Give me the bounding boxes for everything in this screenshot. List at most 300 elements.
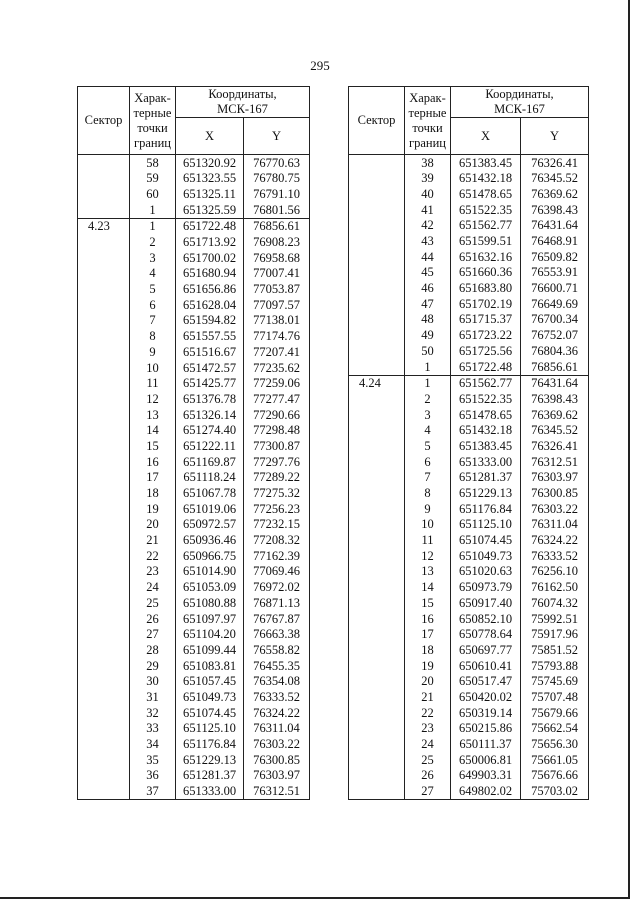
y-cell: 77138.01 (244, 313, 310, 329)
point-cell: 58 (130, 155, 176, 171)
sector-cell (349, 721, 405, 737)
table-row (78, 376, 310, 392)
table-row (349, 470, 589, 486)
table-row (349, 265, 589, 281)
sector-cell (349, 391, 405, 407)
x-cell: 651333.00 (451, 454, 521, 470)
table-row (78, 501, 310, 517)
table-row (349, 281, 589, 297)
table-row (349, 202, 589, 218)
y-cell: 76333.52 (244, 689, 310, 705)
x-cell: 651323.55 (176, 171, 244, 187)
table-row (78, 485, 310, 501)
sector-cell (78, 595, 130, 611)
x-cell: 651656.86 (176, 282, 244, 298)
y-cell: 77097.57 (244, 297, 310, 313)
x-cell: 651229.13 (176, 752, 244, 768)
sector-cell (349, 548, 405, 564)
y-cell: 76303.97 (244, 768, 310, 784)
y-cell: 76856.61 (521, 359, 589, 375)
y-cell: 76333.52 (521, 548, 589, 564)
y-cell: 76804.36 (521, 343, 589, 359)
point-cell: 33 (130, 721, 176, 737)
table-row (78, 674, 310, 690)
header-x: X (176, 118, 244, 155)
point-cell: 13 (405, 564, 451, 580)
x-cell: 651125.10 (176, 721, 244, 737)
table-row (78, 580, 310, 596)
x-cell: 651478.65 (451, 407, 521, 423)
sector-cell (78, 533, 130, 549)
header-sector: Сектор (78, 87, 130, 155)
table-row (78, 705, 310, 721)
y-cell: 75661.05 (521, 752, 589, 768)
point-cell: 10 (405, 517, 451, 533)
point-cell: 20 (130, 517, 176, 533)
x-cell: 651014.90 (176, 564, 244, 580)
y-cell: 76431.64 (521, 375, 589, 391)
table-row (349, 721, 589, 737)
x-cell: 651053.09 (176, 580, 244, 596)
x-cell: 651222.11 (176, 438, 244, 454)
sector-cell (78, 674, 130, 690)
sector-cell (78, 470, 130, 486)
sector-cell (349, 423, 405, 439)
point-cell: 1 (405, 375, 451, 391)
point-cell: 37 (130, 784, 176, 800)
x-cell: 649802.02 (451, 784, 521, 800)
table-row (78, 186, 310, 202)
table-row (78, 329, 310, 345)
y-cell: 76752.07 (521, 328, 589, 344)
x-cell: 651049.73 (176, 689, 244, 705)
x-cell: 651722.48 (176, 218, 244, 234)
y-cell: 75793.88 (521, 658, 589, 674)
x-cell: 651099.44 (176, 642, 244, 658)
point-cell: 11 (405, 533, 451, 549)
table-row (78, 548, 310, 564)
table-row (78, 736, 310, 752)
table-row (78, 407, 310, 423)
sector-cell (349, 658, 405, 674)
sector-cell (349, 359, 405, 375)
point-cell: 42 (405, 218, 451, 234)
sector-cell (349, 627, 405, 643)
y-cell: 76303.22 (521, 501, 589, 517)
x-cell: 651522.35 (451, 202, 521, 218)
table-row (78, 218, 310, 234)
y-cell: 77208.32 (244, 533, 310, 549)
x-cell: 651320.92 (176, 155, 244, 171)
table-row (349, 312, 589, 328)
point-cell: 25 (405, 752, 451, 768)
table-row (78, 642, 310, 658)
x-cell: 651169.87 (176, 454, 244, 470)
x-cell: 650917.40 (451, 595, 521, 611)
sector-cell (349, 281, 405, 297)
header-points: Харак- терные точки границ (405, 87, 451, 155)
y-cell: 77297.76 (244, 454, 310, 470)
x-cell: 650215.86 (451, 721, 521, 737)
table-row (78, 282, 310, 298)
x-cell: 651274.40 (176, 423, 244, 439)
point-cell: 20 (405, 674, 451, 690)
point-cell: 14 (405, 580, 451, 596)
sector-cell (349, 564, 405, 580)
table-row (78, 658, 310, 674)
table-row (349, 752, 589, 768)
x-cell: 651104.20 (176, 627, 244, 643)
y-cell: 77289.22 (244, 470, 310, 486)
y-cell: 76871.13 (244, 595, 310, 611)
y-cell: 76311.04 (244, 721, 310, 737)
sector-cell (78, 721, 130, 737)
sector-cell: 4.23 (78, 218, 130, 234)
sector-cell (78, 329, 130, 345)
table-row (349, 736, 589, 752)
point-cell: 12 (405, 548, 451, 564)
table-row (349, 375, 589, 391)
x-cell: 651067.78 (176, 485, 244, 501)
sector-cell (349, 470, 405, 486)
table-row (349, 768, 589, 784)
sector-cell (349, 249, 405, 265)
sector-cell (349, 580, 405, 596)
x-cell: 651325.59 (176, 202, 244, 218)
point-cell: 44 (405, 249, 451, 265)
point-cell: 18 (405, 642, 451, 658)
y-cell: 76324.22 (244, 705, 310, 721)
sector-cell (349, 485, 405, 501)
x-cell: 651383.45 (451, 155, 521, 171)
x-cell: 650111.37 (451, 736, 521, 752)
point-cell: 26 (405, 768, 451, 784)
header-coordinates: Координаты, МСК-167 (451, 87, 589, 118)
point-cell: 47 (405, 296, 451, 312)
sector-cell (349, 642, 405, 658)
table-row (78, 689, 310, 705)
sector-cell (78, 611, 130, 627)
table-row (349, 218, 589, 234)
point-cell: 36 (130, 768, 176, 784)
sector-cell (78, 313, 130, 329)
point-cell: 1 (130, 202, 176, 218)
point-cell: 60 (130, 186, 176, 202)
point-cell: 13 (130, 407, 176, 423)
table-row (349, 674, 589, 690)
table-row (349, 249, 589, 265)
x-cell: 651715.37 (451, 312, 521, 328)
sector-cell (78, 627, 130, 643)
y-cell: 76300.85 (244, 752, 310, 768)
y-cell: 76300.85 (521, 485, 589, 501)
point-cell: 45 (405, 265, 451, 281)
coordinates-table-left (77, 86, 310, 800)
sector-cell (78, 171, 130, 187)
table-row (78, 784, 310, 800)
table-row (349, 705, 589, 721)
table-row (349, 642, 589, 658)
table-row (349, 548, 589, 564)
sector-cell (349, 533, 405, 549)
x-cell: 651097.97 (176, 611, 244, 627)
sector-cell (349, 784, 405, 800)
x-cell: 651229.13 (451, 485, 521, 501)
coordinates-table-right (348, 86, 589, 800)
point-cell: 48 (405, 312, 451, 328)
point-cell: 19 (130, 501, 176, 517)
sector-cell (349, 454, 405, 470)
x-cell: 651594.82 (176, 313, 244, 329)
y-cell: 76908.23 (244, 234, 310, 250)
table-row (349, 517, 589, 533)
sector-cell (78, 752, 130, 768)
table-row (78, 517, 310, 533)
table-row (349, 186, 589, 202)
table-row (349, 359, 589, 375)
x-cell: 651680.94 (176, 266, 244, 282)
sector-cell (349, 705, 405, 721)
y-cell: 76369.62 (521, 407, 589, 423)
point-cell: 2 (130, 234, 176, 250)
sector-cell (78, 202, 130, 218)
y-cell: 76398.43 (521, 202, 589, 218)
sector-cell (78, 282, 130, 298)
y-cell: 76972.02 (244, 580, 310, 596)
table-row (78, 595, 310, 611)
point-cell: 35 (130, 752, 176, 768)
y-cell: 76801.56 (244, 202, 310, 218)
y-cell: 77162.39 (244, 548, 310, 564)
y-cell: 76311.04 (521, 517, 589, 533)
x-cell: 651118.24 (176, 470, 244, 486)
x-cell: 651281.37 (451, 470, 521, 486)
y-cell: 76770.63 (244, 155, 310, 171)
sector-cell (78, 642, 130, 658)
sector-cell (78, 344, 130, 360)
y-cell: 75707.48 (521, 689, 589, 705)
sector-cell (78, 438, 130, 454)
y-cell: 77174.76 (244, 329, 310, 345)
y-cell: 75656.30 (521, 736, 589, 752)
point-cell: 38 (405, 155, 451, 171)
table-row (349, 343, 589, 359)
sector-cell (78, 548, 130, 564)
y-cell: 77207.41 (244, 344, 310, 360)
point-cell: 19 (405, 658, 451, 674)
point-cell: 50 (405, 343, 451, 359)
point-cell: 24 (130, 580, 176, 596)
table-row (78, 344, 310, 360)
x-cell: 650852.10 (451, 611, 521, 627)
table-row (349, 454, 589, 470)
y-cell: 77300.87 (244, 438, 310, 454)
point-cell: 4 (130, 266, 176, 282)
table-row (78, 297, 310, 313)
sector-cell (349, 736, 405, 752)
x-cell: 651281.37 (176, 768, 244, 784)
point-cell: 46 (405, 281, 451, 297)
sector-cell (349, 202, 405, 218)
point-cell: 23 (130, 564, 176, 580)
x-cell: 650972.57 (176, 517, 244, 533)
table-row (78, 360, 310, 376)
x-cell: 651722.48 (451, 359, 521, 375)
x-cell: 651383.45 (451, 438, 521, 454)
point-cell: 3 (130, 250, 176, 266)
x-cell: 651683.80 (451, 281, 521, 297)
x-cell: 650319.14 (451, 705, 521, 721)
point-cell: 43 (405, 233, 451, 249)
y-cell: 76345.52 (521, 171, 589, 187)
point-cell: 29 (130, 658, 176, 674)
point-cell: 16 (130, 454, 176, 470)
sector-cell (78, 423, 130, 439)
point-cell: 21 (405, 689, 451, 705)
table-row (349, 784, 589, 800)
header-points: Харак- терные точки границ (130, 87, 176, 155)
point-cell: 17 (405, 627, 451, 643)
sector-cell (349, 674, 405, 690)
sector-cell (349, 768, 405, 784)
y-cell: 76780.75 (244, 171, 310, 187)
table-row (78, 611, 310, 627)
y-cell: 76354.08 (244, 674, 310, 690)
y-cell: 76312.51 (521, 454, 589, 470)
sector-cell (78, 564, 130, 580)
x-cell: 651325.11 (176, 186, 244, 202)
point-cell: 4 (405, 423, 451, 439)
y-cell: 75662.54 (521, 721, 589, 737)
point-cell: 1 (130, 218, 176, 234)
sector-cell (349, 407, 405, 423)
x-cell: 650778.64 (451, 627, 521, 643)
y-cell: 76303.97 (521, 470, 589, 486)
sector-cell (349, 218, 405, 234)
sector-cell (78, 705, 130, 721)
sector-cell (78, 784, 130, 800)
y-cell: 76431.64 (521, 218, 589, 234)
x-cell: 651074.45 (451, 533, 521, 549)
point-cell: 25 (130, 595, 176, 611)
sector-cell (78, 376, 130, 392)
point-cell: 8 (405, 485, 451, 501)
point-cell: 14 (130, 423, 176, 439)
sector-cell (349, 689, 405, 705)
y-cell: 76509.82 (521, 249, 589, 265)
x-cell: 651725.56 (451, 343, 521, 359)
sector-cell (349, 265, 405, 281)
point-cell: 49 (405, 328, 451, 344)
sector-cell (349, 438, 405, 454)
sector-cell (349, 186, 405, 202)
x-cell: 651562.77 (451, 218, 521, 234)
x-cell: 651472.57 (176, 360, 244, 376)
point-cell: 9 (130, 344, 176, 360)
table-row (349, 580, 589, 596)
point-cell: 23 (405, 721, 451, 737)
point-cell: 10 (130, 360, 176, 376)
y-cell: 76600.71 (521, 281, 589, 297)
sector-cell (349, 296, 405, 312)
point-cell: 7 (405, 470, 451, 486)
sector-cell (349, 517, 405, 533)
point-cell: 34 (130, 736, 176, 752)
table-row (349, 564, 589, 580)
table-row (349, 689, 589, 705)
x-cell: 650936.46 (176, 533, 244, 549)
table-row (78, 533, 310, 549)
x-cell: 649903.31 (451, 768, 521, 784)
point-cell: 16 (405, 611, 451, 627)
x-cell: 650610.41 (451, 658, 521, 674)
table-row (349, 407, 589, 423)
point-cell: 12 (130, 391, 176, 407)
point-cell: 18 (130, 485, 176, 501)
x-cell: 650973.79 (451, 580, 521, 596)
table-row (78, 391, 310, 407)
y-cell: 75851.52 (521, 642, 589, 658)
y-cell: 76649.69 (521, 296, 589, 312)
point-cell: 41 (405, 202, 451, 218)
y-cell: 77259.06 (244, 376, 310, 392)
table-row (349, 627, 589, 643)
point-cell: 8 (130, 329, 176, 345)
table-row (78, 438, 310, 454)
y-cell: 76455.35 (244, 658, 310, 674)
sector-cell (78, 517, 130, 533)
point-cell: 22 (405, 705, 451, 721)
sector-cell (78, 658, 130, 674)
table-row (78, 266, 310, 282)
header-x: X (451, 118, 521, 155)
point-cell: 39 (405, 171, 451, 187)
point-cell: 27 (130, 627, 176, 643)
y-cell: 75679.66 (521, 705, 589, 721)
y-cell: 76398.43 (521, 391, 589, 407)
y-cell: 76326.41 (521, 438, 589, 454)
x-cell: 651432.18 (451, 423, 521, 439)
sector-cell (349, 155, 405, 171)
sector-cell (78, 485, 130, 501)
x-cell: 651599.51 (451, 233, 521, 249)
x-cell: 651723.22 (451, 328, 521, 344)
table-row (349, 595, 589, 611)
sector-cell (78, 297, 130, 313)
y-cell: 75703.02 (521, 784, 589, 800)
y-cell: 76324.22 (521, 533, 589, 549)
point-cell: 3 (405, 407, 451, 423)
x-cell: 651326.14 (176, 407, 244, 423)
table-row (78, 721, 310, 737)
table-row (349, 658, 589, 674)
table-row (78, 202, 310, 218)
x-cell: 651019.06 (176, 501, 244, 517)
y-cell: 76553.91 (521, 265, 589, 281)
sector-cell (78, 391, 130, 407)
y-cell: 76162.50 (521, 580, 589, 596)
x-cell: 651425.77 (176, 376, 244, 392)
point-cell: 24 (405, 736, 451, 752)
y-cell: 77007.41 (244, 266, 310, 282)
y-cell: 76369.62 (521, 186, 589, 202)
x-cell: 651478.65 (451, 186, 521, 202)
y-cell: 76312.51 (244, 784, 310, 800)
y-cell: 76326.41 (521, 155, 589, 171)
x-cell: 651562.77 (451, 375, 521, 391)
point-cell: 5 (405, 438, 451, 454)
point-cell: 40 (405, 186, 451, 202)
